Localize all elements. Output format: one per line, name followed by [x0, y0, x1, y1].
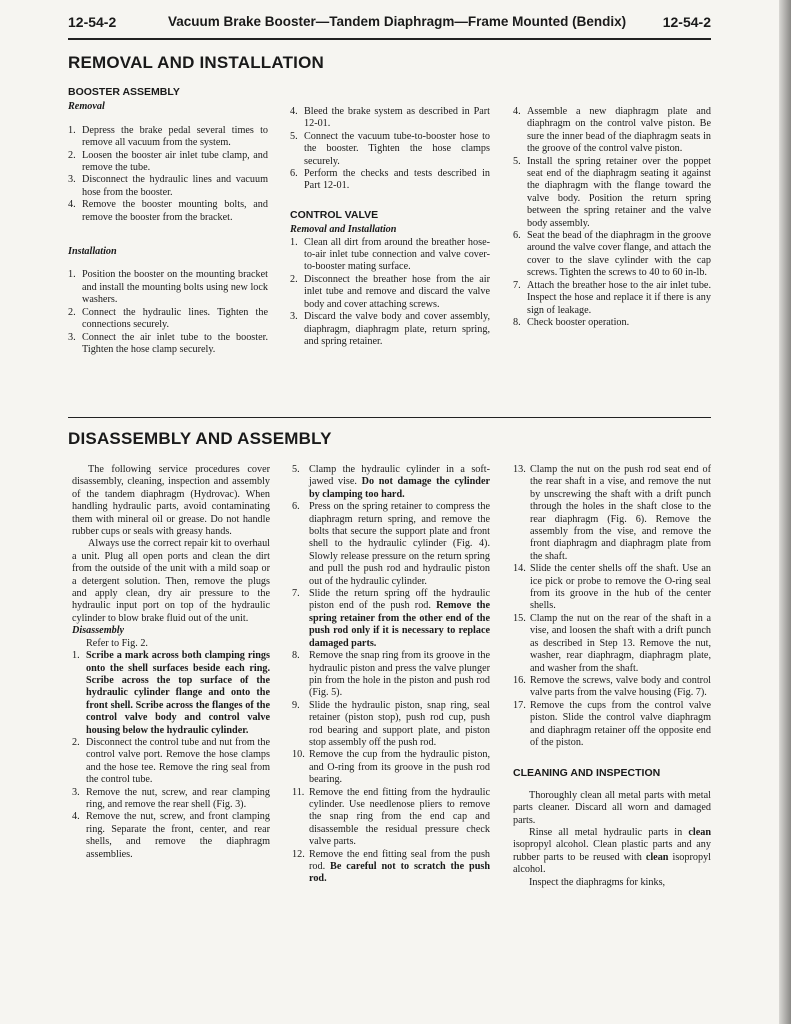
bottom-column-3: [513, 464, 711, 889]
disassembly-steps-continued-2: [513, 464, 711, 749]
page-number-left: 12-54-2: [68, 14, 117, 30]
header-rule: [68, 38, 711, 40]
bottom-column-2: [292, 464, 490, 886]
section-divider: [68, 417, 711, 418]
list-item: 8. Remove the snap ring from its groove in the hydraulic piston and press the valve plunger pin from the hole in the piston and push rod (Fig. 5).: [292, 650, 490, 699]
installation-steps: [68, 269, 268, 356]
disassembly-subheading: Disassembly: [72, 625, 125, 637]
list-item: 6. Seat the bead of the diaphragm in the groove around the valve cover flange, and attach the cover to the slave cylinder with the cap screws. Tighten the screws to 40 to 60 in-lb.: [513, 230, 711, 279]
list-item: 3. Disconnect the hydraulic lines and vacuum hose from the booster.: [68, 174, 268, 198]
list-item: 13. Clamp the nut on the push rod seat end of the rear shaft in a vise, and remove the nut by unscrewing the shaft with a drift punch through the holes in the shaft close to the rear diaphragm (Fig. 6). Remove the assembly from the vise, and remove the front diaphragm and diaphragm plate from the shaft.: [513, 464, 711, 562]
list-item: 5. Clamp the hydraulic cylinder in a soft-jawed vise. Do not damage the cylinder by clamping too hard.: [292, 464, 490, 500]
refer-text: Refer to Fig. 2.: [86, 637, 148, 649]
list-item: 15. Clamp the nut on the rear of the shaft in a vise, and loosen the shaft with a drift punch as described in Step 13. Remove the nut, washer, rear diaphragm, diaphragm plate, and washer from the shaft.: [513, 612, 711, 674]
list-item: 1. Clean all dirt from around the breather hose-to-air inlet tube connection and valve cover-to-booster mating surface.: [290, 236, 490, 273]
list-item: 7. Slide the return spring off the hydraulic piston end of the push rod. Remove the spring retainer from the other end of the push rod only if it is necessary to replace damaged parts.: [292, 588, 490, 649]
list-item: 12. Remove the end fitting seal from the push rod. Be careful not to scratch the push rod.: [292, 848, 490, 885]
installation-subheading: Installation: [68, 246, 117, 258]
section-heading-disassembly: DISASSEMBLY AND ASSEMBLY: [68, 429, 332, 448]
cleaning-paragraph-2: Rinse all metal hydraulic parts in clean isopropyl alcohol. Clean plastic parts and any rubber parts to be reused with clean isopropyl alcohol.: [513, 826, 711, 876]
control-valve-subheading: Removal and Installation: [290, 224, 397, 236]
list-item: 4. Remove the booster mounting bolts, and remove the booster from the bracket.: [68, 199, 268, 223]
list-item: 4. Remove the nut, screw, and front clamping ring. Separate the front, center, and rear shells, and remove the diaphragm assemblies.: [72, 811, 270, 860]
list-item: 3. Discard the valve body and cover assembly, diaphragm, diaphragm plate, return spring, and spring retainer.: [290, 311, 490, 347]
list-item: 2. Loosen the booster air inlet tube clamp, and remove the tube.: [68, 149, 268, 174]
top-column-1: [68, 86, 268, 356]
section-heading-removal: REMOVAL AND INSTALLATION: [68, 53, 325, 72]
intro-paragraph-1: The following service procedures cover disassembly, cleaning, inspection and assembly of the tandem diaphragm (Hydrovac). When handling hydraulic parts, avoid contaminating them with mineral oil or grease. Do not handle rubber cups or seals with greasy hands.: [72, 464, 270, 538]
page-header: [68, 16, 711, 36]
list-item: 1. Scribe a mark across both clamping rings onto the shell surfaces beside each ring. Scribe across the top surface of the hydraulic cylinder flange and onto the front shell. Scribe across the flanges of the control valve body and control valve housing below the hydraulic cylinder.: [72, 650, 270, 736]
bottom-column-1: [72, 464, 270, 861]
list-item: 9. Slide the hydraulic piston, snap ring, seal retainer (piston stop), push rod cup, push rod bearing and support plate, and piston stop assembly off the push rod.: [292, 699, 490, 748]
page-edge-shadow: [779, 0, 791, 1024]
top-column-2: [290, 106, 490, 348]
list-item: 2. Disconnect the breather hose from the air inlet tube and remove and discard the valve body and cover attaching screws.: [290, 273, 490, 310]
list-item: 7. Attach the breather hose to the air inlet tube. Inspect the hose and replace it if there is any sign of leakage.: [513, 279, 711, 316]
removal-steps: [68, 125, 268, 224]
list-item: 11. Remove the end fitting from the hydraulic cylinder. Use needlenose pliers to remove the snap ring from the end cap and disassemble the residual pressure check valve parts.: [292, 786, 490, 848]
disassembly-steps: [72, 650, 270, 861]
running-title: Vacuum Brake Booster—Tandem Diaphragm—Frame Mounted (Bendix): [168, 14, 627, 29]
control-valve-heading: CONTROL VALVE: [290, 208, 379, 221]
list-item: 5. Connect the vacuum tube-to-booster hose to the booster. Tighten the hose clamps securely.: [290, 130, 490, 167]
cleaning-paragraph-3: Inspect the diaphragms for kinks,: [529, 876, 666, 888]
list-item: 14. Slide the center shells off the shaft. Use an ice pick or probe to remove the O-ring seal from its groove in the hub of the center shells.: [513, 563, 711, 612]
list-item: 6. Press on the spring retainer to compress the diaphragm return spring, and remove the bolts that secure the support plate and front shell to the hydraulic cylinder (Fig. 4). Slowly release pressure on the return spring and pull the push rod and hydraulic piston out of the hydraulic cylinder.: [292, 501, 490, 587]
list-item: 6. Perform the checks and tests described in Part 12-01.: [290, 168, 490, 192]
list-item: 5. Install the spring retainer over the poppet seat end of the diaphragm seating it against the diaphragm with the flange toward the valve body. Position the return spring between the spring retainer and the valve body assembly.: [513, 155, 711, 229]
list-item: 2. Connect the hydraulic lines. Tighten the connections securely.: [68, 306, 268, 331]
list-item: 17. Remove the cups from the control valve piston. Slide the control valve diaphragm and diaphragm retainer off the opposite end of the piston.: [513, 699, 711, 748]
control-valve-steps-continued: [513, 106, 711, 329]
top-column-3: [513, 106, 711, 329]
list-item: 1. Position the booster on the mounting bracket and install the mounting bolts using new lock washers.: [68, 269, 268, 306]
list-item: 3. Remove the nut, screw, and rear clamping ring, and remove the rear shell (Fig. 3).: [72, 786, 270, 810]
list-item: 16. Remove the screws, valve body and control valve parts from the valve housing (Fig. 7).: [513, 674, 711, 699]
control-valve-steps: [290, 237, 490, 349]
list-item: 2. Disconnect the control tube and nut from the control valve port. Remove the hose clamps and the hose tee. Remove the ring seal from the control tube.: [72, 736, 270, 786]
page-number-right: 12-54-2: [662, 14, 711, 30]
list-item: 8. Check booster operation.: [513, 316, 630, 328]
list-item: 4. Assemble a new diaphragm plate and diaphragm on the control valve piston. Be sure the inner bead of the diaphragm seats in the groove of the control valve piston.: [513, 106, 711, 155]
cleaning-paragraph-1: Thoroughly clean all metal parts with metal parts cleaner. Discard all worn and damaged parts.: [513, 789, 711, 826]
cleaning-heading: CLEANING AND INSPECTION: [513, 767, 661, 780]
list-item: 1. Depress the brake pedal several times to remove all vacuum from the system.: [68, 124, 268, 149]
removal-subheading: Removal: [68, 101, 105, 113]
list-item: 3. Connect the air inlet tube to the booster. Tighten the hose clamp securely.: [68, 331, 268, 355]
removal-steps-continued: [290, 106, 490, 193]
booster-assembly-heading: BOOSTER ASSEMBLY: [68, 86, 180, 98]
intro-paragraph-2: Always use the correct repair kit to overhaul a unit. Plug all open ports and clean the dirt from the outside of the unit with a mild soap or a detergent solution. Then, remove the plugs and apply clean, dry air pressure to the hydraulic input port on top of the hydraulic cylinder to blow brake fluid out of the unit.: [72, 538, 270, 624]
disassembly-steps-continued: [292, 464, 490, 886]
list-item: 10. Remove the cup from the hydraulic piston, and O-ring from its groove in the push rod bearing.: [292, 749, 490, 786]
list-item: 4. Bleed the brake system as described in Part 12-01.: [290, 106, 490, 130]
